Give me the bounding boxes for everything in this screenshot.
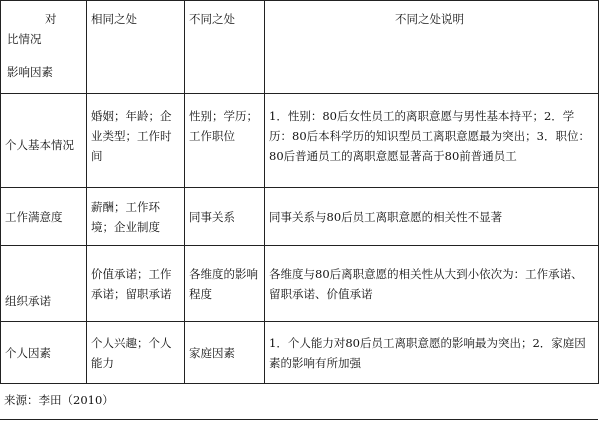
row-notes: 同事关系与80后员工离职意愿的相关性不显著 (265, 188, 599, 246)
row-notes: 1．个人能力对80后员工离职意愿的影响最为突出；2．家庭因素的影响有所加强 (265, 322, 599, 384)
row-differences: 性别；学历；工作职位 (185, 94, 265, 188)
header-similarities: 相同之处 (87, 1, 185, 94)
row-factor: 工作满意度 (1, 188, 87, 246)
diagonal-header-cell (1, 1, 87, 94)
row-differences: 家庭因素 (185, 322, 265, 384)
diag-label-3: 影响因素 (7, 65, 53, 79)
header-difference-notes: 不同之处说明 (265, 1, 599, 94)
table-row (1, 188, 599, 246)
row-similarities: 价值承诺；工作承诺；留职承诺 (87, 246, 185, 322)
source-citation: 来源：李田（2010） (4, 393, 114, 407)
row-factor: 个人基本情况 (1, 94, 87, 188)
header-differences: 不同之处 (185, 1, 265, 94)
table-row (1, 322, 599, 384)
row-factor: 个人因素 (1, 322, 87, 384)
row-differences: 各维度的影响程度 (185, 246, 265, 322)
diag-label-1: 对 (45, 12, 57, 26)
bottom-rule (0, 419, 598, 420)
row-similarities: 婚姻；年龄；企业类型；工作时间 (87, 94, 185, 188)
diag-label-2: 比情况 (7, 32, 42, 46)
table-header-row (1, 1, 599, 94)
row-notes: 1．性别：80后女性员工的离职意愿与男性基本持平；2．学历：80后本科学历的知识型员工离职意愿最为突出；3．职位：80后普通员工的离职意愿显著高于80前普通员工 (265, 94, 599, 188)
row-similarities: 薪酬；工作环境；企业制度 (87, 188, 185, 246)
row-similarities: 个人兴趣；个人能力 (87, 322, 185, 384)
table-row (1, 246, 599, 322)
table-row (1, 94, 599, 188)
row-factor: 组织承诺 (1, 246, 87, 322)
row-notes: 各维度与80后离职意愿的相关性从大到小依次为：工作承诺、留职承诺、价值承诺 (265, 246, 599, 322)
row-differences: 同事关系 (185, 188, 265, 246)
